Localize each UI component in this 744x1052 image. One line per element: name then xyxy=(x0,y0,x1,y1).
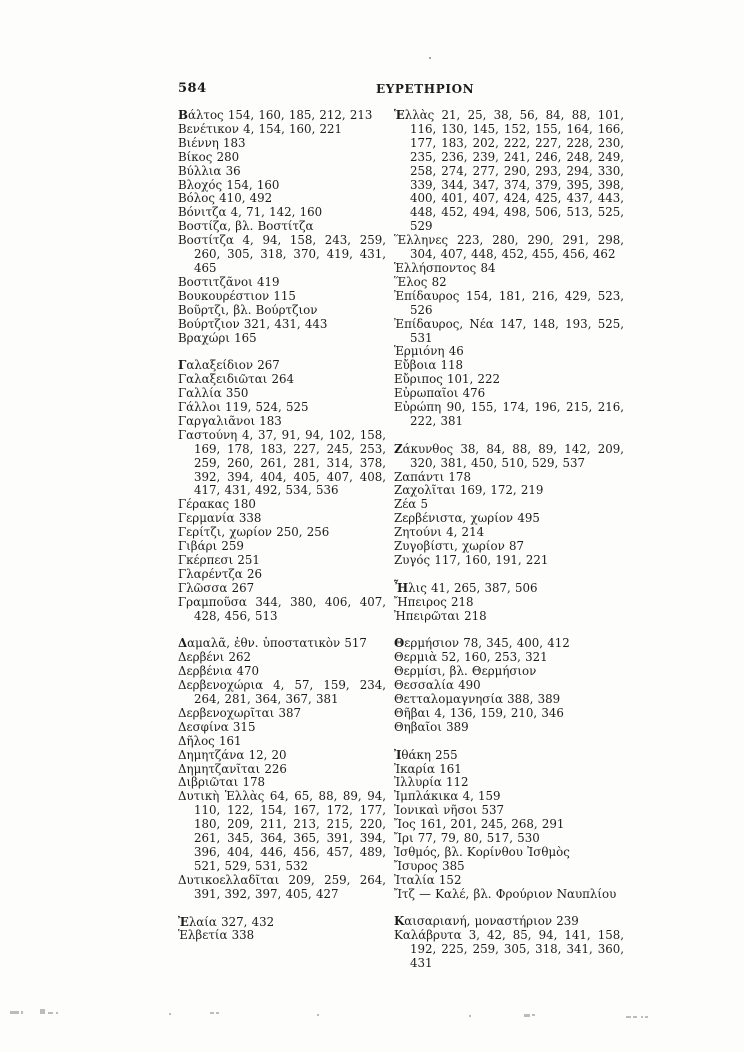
index-column-left xyxy=(178,109,386,971)
index-entry: Θεσσαλία 490 xyxy=(394,678,481,693)
index-entry: Ἕλληνες 223, 280, 290, 291, 298, 304, 407, 448, 452, 455, 456, 462 xyxy=(394,233,624,262)
scan-noise xyxy=(633,1016,637,1018)
index-entry: Δυτικὴ Ἑλλὰς 64, 65, 88, 89, 94, 110, 122, 154, 167, 172, 177, 180, 209, 211, 213, 215, 220, 261, 345, 364, 365, 391, 394, 396, 404, 446, 456, 457, 489, 521, 529, 531, 532 xyxy=(178,789,386,873)
index-entry: Γλαρέντζα 26 xyxy=(178,566,262,581)
index-entry: Βουκουρέστιον 115 xyxy=(178,288,296,303)
index-entry: Βοστιτζᾶνοι 419 xyxy=(178,274,280,289)
index-entry: Ἴτζ — Καλέ, βλ. Φρούριον Ναυπλίου xyxy=(394,886,617,901)
index-entry: Θερμίσι, βλ. Θερμήσιον xyxy=(394,664,537,679)
page-number: 584 xyxy=(178,81,207,96)
entry-lead-letter: Ἰ xyxy=(394,747,402,762)
index-entry: Ἴρι 77, 79, 80, 517, 530 xyxy=(394,831,540,846)
index-entry: Ζητούνι 4, 214 xyxy=(394,525,485,540)
index-entry: Δῆλος 161 xyxy=(178,733,242,748)
index-block xyxy=(394,749,624,902)
index-entry: Γαλαξειδιῶται 264 xyxy=(178,372,295,387)
index-entry: Βενέτικον 4, 154, 160, 221 xyxy=(178,121,343,136)
index-block xyxy=(394,915,624,971)
index-entry: Δημητζανῖται 226 xyxy=(178,761,287,776)
index-entry: Ἑλλὰς 21, 25, 38, 56, 84, 88, 101, 116, 130, 145, 152, 155, 164, 166, 177, 183, 202, 222, 227, 228, 230, 235, 236, 239, 241, 246, 248, 249, 258, 274, 277, 290, 293, 294, 330, 339, 344, 347, 374, 379, 395, 398, 400, 401, 407, 424, 425, 437, 443, 448, 452, 494, 498, 506, 513, 525, 529 xyxy=(394,108,624,234)
entry-lead-letter: Δ xyxy=(178,636,188,651)
index-entry: Θερμιὰ 52, 160, 253, 321 xyxy=(394,650,548,665)
index-entry: Δερβένια 470 xyxy=(178,664,259,679)
index-entry: Εὐρωπαῖοι 476 xyxy=(394,386,486,401)
index-entry: Δαμαλᾶ, ἐθν. ὑποστατικὸν 517 xyxy=(178,636,367,651)
index-entry: Ἕλος 82 xyxy=(394,274,447,289)
scan-noise xyxy=(216,1012,219,1014)
index-entry: Δερβενοχωρῖται 387 xyxy=(178,705,301,720)
index-entry: Ζυγός 117, 160, 191, 221 xyxy=(394,552,549,567)
index-entry: Ἰμπλάκικα 4, 159 xyxy=(394,789,501,804)
scan-noise xyxy=(210,1012,214,1014)
index-entry: Γέρακας 180 xyxy=(178,497,256,512)
index-entry: Ἰκαρία 161 xyxy=(394,761,462,776)
index-entry: Βούρτζιον 321, 431, 443 xyxy=(178,316,328,331)
index-entry: Γαστούνη 4, 37, 91, 94, 102, 158, 169, 178, 183, 227, 245, 253, 259, 260, 261, 281, 314, 378, 392, 394, 404, 405, 407, 408, 417, 431, 492, 534, 536 xyxy=(178,427,386,498)
index-entry: Θερμήσιον 78, 345, 400, 412 xyxy=(394,636,570,651)
index-entry: Βίκος 280 xyxy=(178,149,240,164)
index-entry: Ἐλαία 327, 432 xyxy=(178,914,275,929)
index-block xyxy=(178,359,386,623)
index-entry: Ζυγοβίστι, χωρίον 87 xyxy=(394,539,524,554)
index-entry: Βλοχός 154, 160 xyxy=(178,177,280,192)
index-entry: Βοστίζα, βλ. Βοστίτζα xyxy=(178,219,314,234)
index-entry: Δερβένι 262 xyxy=(178,650,252,665)
index-entry: Βοστίτζα 4, 94, 158, 243, 259, 260, 305, 318, 370, 419, 431, 465 xyxy=(178,233,386,275)
scan-noise xyxy=(524,1014,530,1017)
entry-lead-letter: Κ xyxy=(394,914,405,929)
index-entry: Γιβάρι 259 xyxy=(178,539,244,554)
index-entry: Βόνιτζα 4, 71, 142, 160 xyxy=(178,205,323,220)
index-entry: Βύλλια 36 xyxy=(178,163,241,178)
entry-lead-letter: Β xyxy=(178,108,188,122)
scan-noise xyxy=(21,1011,23,1014)
entry-lead-letter: Ἑ xyxy=(394,108,405,122)
index-entry: Δερβενοχώρια 4, 57, 159, 234, 264, 281, 364, 367, 381 xyxy=(178,678,386,707)
index-entry: Θῆβαι 4, 136, 159, 210, 346 xyxy=(394,705,564,720)
index-entry: Ζέα 5 xyxy=(394,497,429,512)
index-entry: Καισαριανή, μοναστήριον 239 xyxy=(394,914,579,929)
index-block xyxy=(394,109,624,429)
index-entry: Ζαχολῖται 169, 172, 219 xyxy=(394,483,544,498)
scan-noise xyxy=(645,1016,648,1018)
index-entry: Ζαπάντι 178 xyxy=(394,469,471,484)
index-entry: Ἴσυρος 385 xyxy=(394,858,465,873)
scan-noise xyxy=(532,1014,535,1016)
index-entry: Εὔριπος 101, 222 xyxy=(394,372,501,387)
index-entry: Γραμποῦσα 344, 380, 406, 407, 428, 456, 513 xyxy=(178,594,386,623)
index-entry: Βόλος 410, 492 xyxy=(178,191,273,206)
scan-noise xyxy=(169,1013,171,1015)
scan-noise xyxy=(10,1011,19,1014)
index-entry: Ἰλλυρία 112 xyxy=(394,775,469,790)
index-entry: Ἤπειρος 218 xyxy=(394,594,474,609)
index-entry: Γαλλία 350 xyxy=(178,386,249,401)
index-entry: Γερίτζι, χωρίον 250, 256 xyxy=(178,525,330,540)
index-entry: Βοῦρτζι, βλ. Βούρτζιον xyxy=(178,302,318,317)
running-header: ΕΥΡΕΤΗΡΙΟΝ xyxy=(376,82,475,96)
index-entry: Ἰσθμός, βλ. Κορίνθου Ἰσθμὸς xyxy=(394,844,570,859)
entry-lead-letter: Θ xyxy=(394,636,405,651)
entry-lead-letter: Ἦ xyxy=(394,580,409,595)
index-block xyxy=(394,637,624,734)
index-entry: Ἰονικαὶ νῆσοι 537 xyxy=(394,803,504,818)
scan-noise xyxy=(56,1012,58,1014)
scan-noise xyxy=(317,1014,319,1016)
index-entry: Γλῶσσα 267 xyxy=(178,580,255,595)
index-entry: Ἠπειρῶται 218 xyxy=(394,608,487,623)
index-entry: Ἐπίδαυρος 154, 181, 216, 429, 523, 526 xyxy=(394,288,624,317)
scan-noise xyxy=(641,1016,643,1018)
index-entry: Δημητζάνα 12, 20 xyxy=(178,747,287,762)
index-entry: Βάλτος 154, 160, 185, 212, 213 xyxy=(178,108,373,122)
index-entry: Ζερβένιστα, χωρίον 495 xyxy=(394,511,540,526)
index-entry: Ἐπίδαυρος, Νέα 147, 148, 193, 525, 531 xyxy=(394,316,624,345)
index-entry: Ζάκυνθος 38, 84, 88, 89, 142, 209, 320, 381, 450, 510, 529, 537 xyxy=(394,441,624,470)
index-block xyxy=(178,109,386,345)
index-entry: Διβριῶται 178 xyxy=(178,775,266,790)
index-entry: Ἑλβετία 338 xyxy=(178,928,255,943)
index-entry: Βιέννη 183 xyxy=(178,135,246,150)
index-entry: Δυτικοελλαδῖται 209, 259, 264, 391, 392, 397, 405, 427 xyxy=(178,872,386,901)
index-entry: Ἑλλήσποντος 84 xyxy=(394,260,496,275)
scan-noise xyxy=(469,1015,471,1017)
index-entry: Γερμανία 338 xyxy=(178,511,262,526)
scan-speck xyxy=(429,57,431,59)
index-block xyxy=(394,443,624,568)
index-entry: Θηβαῖοι 389 xyxy=(394,719,469,734)
index-entry: Δεσφίνα 315 xyxy=(178,719,256,734)
index-column-right xyxy=(394,109,624,971)
index-entry: Γάλλοι 119, 524, 525 xyxy=(178,400,309,415)
scan-noise xyxy=(48,1012,53,1014)
index-columns xyxy=(178,109,624,971)
index-block xyxy=(178,637,386,901)
index-entry: Εὔβοια 118 xyxy=(394,358,464,373)
index-entry: Γκέρπεσι 251 xyxy=(178,552,260,567)
index-entry: Ἦλις 41, 265, 387, 506 xyxy=(394,580,538,595)
entry-lead-letter: Ἐ xyxy=(178,914,189,929)
scan-noise xyxy=(626,1016,631,1018)
index-entry: Ἑρμιόνη 46 xyxy=(394,344,464,359)
index-entry: Γαργαλιᾶνοι 183 xyxy=(178,413,282,428)
index-entry: Ἰθάκη 255 xyxy=(394,747,458,762)
index-entry: Θετταλομαγνησία 388, 389 xyxy=(394,692,561,707)
index-entry: Ἴος 161, 201, 245, 268, 291 xyxy=(394,817,565,832)
index-entry: Γαλαξείδιον 267 xyxy=(178,358,280,373)
index-entry: Εὐρώπη 90, 155, 174, 196, 215, 216, 222, 381 xyxy=(394,400,624,428)
scan-noise xyxy=(40,1009,45,1014)
index-entry: Βραχώρι 165 xyxy=(178,330,257,345)
entry-lead-letter: Ζ xyxy=(394,441,403,456)
index-entry: Καλάβρυτα 3, 42, 85, 94, 141, 158, 192, 225, 259, 305, 318, 341, 360, 431 xyxy=(394,928,624,971)
entry-lead-letter: Γ xyxy=(178,358,187,373)
index-block xyxy=(178,916,386,944)
index-entry: Ἰταλία 152 xyxy=(394,872,462,887)
index-block xyxy=(394,582,624,624)
